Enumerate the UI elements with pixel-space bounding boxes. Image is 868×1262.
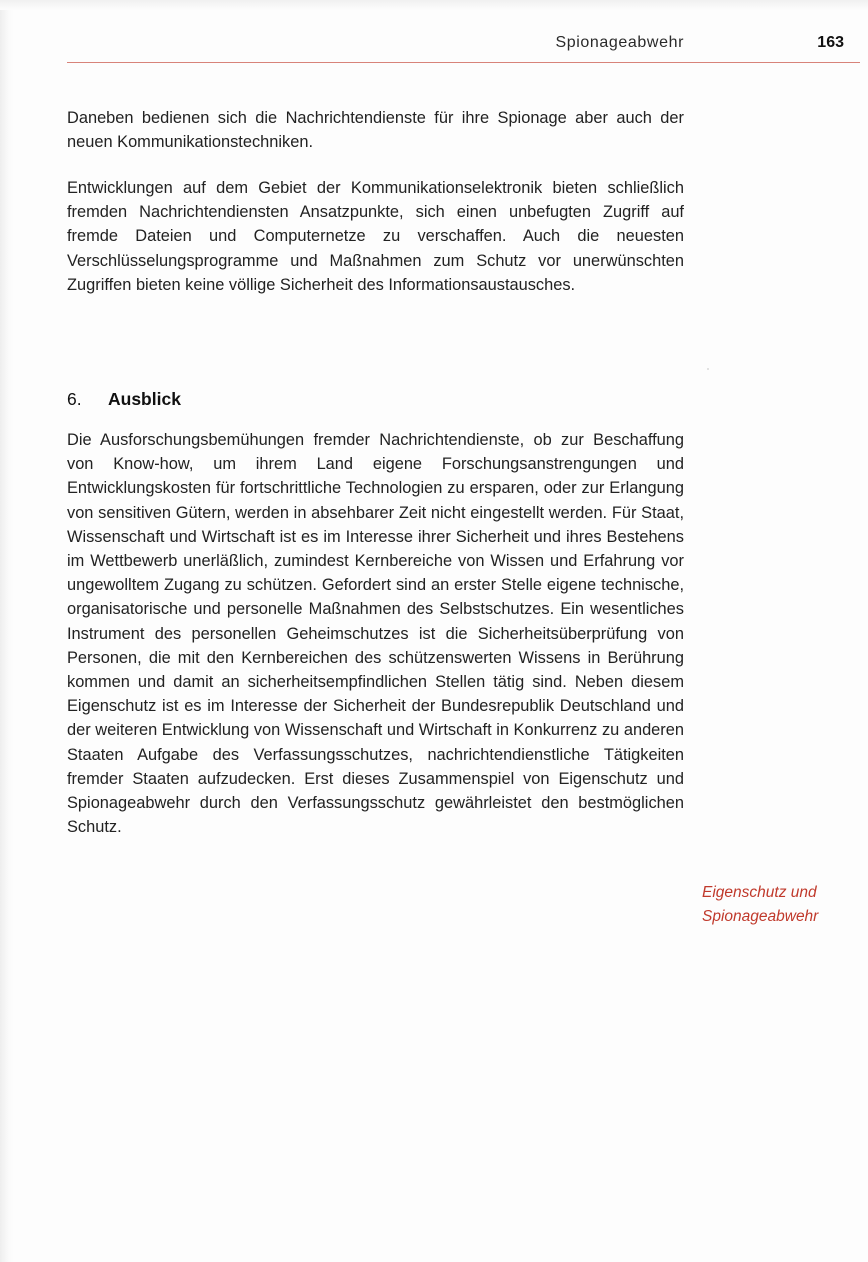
header-rule bbox=[67, 62, 860, 63]
margin-note bbox=[702, 881, 852, 929]
page-gutter-shadow bbox=[0, 0, 14, 1262]
section-title: Ausblick bbox=[108, 389, 181, 409]
paragraph-text: Die Ausforschungsbemühungen fremder Nachrichtendienste, ob zur Beschaffung von Know-how, um ihrem Land eigene Forschungsanstrengungen und Entwicklungskosten für fortschrittliche Technologien zu ersparen, oder zur Erlangung von sensitiven Gütern, werden in absehbarer Zeit nicht eingestellt werden. Für Staat, Wissenschaft und Wirtschaft ist es im Interesse ihrer Sicherheit und ihres Bestehens im Wettbewerb unerläßlich, zumindest Kernbereiche von Wissen und Erfahrung vor ungewolltem Zugang zu schützen. Gefordert sind an erster Stelle eigene technische, organisatorische und personelle Maßnahmen des Selbstschutzes. Ein wesentliches Instrument des personellen Geheimschutzes ist die Sicherheitsüberprüfung von Personen, die mit den Kernbereichen des schützenswerten Wissens in Berührung kommen und damit an sicherheitsempfindlichen Stellen tätig sind. Neben diesem Eigenschutz ist es im Interesse der Sicherheit der Bundesrepublik Deutschland und der weiteren Entwicklung von Wissenschaft und Wirtschaft in Konkurrenz zu anderen Staaten Aufgabe des Verfassungsschutzes, nachrichtendienstliche Tätigkeiten fremder Staaten aufzudecken. Erst dieses Zusammenspiel von Eigenschutz und Spionageabwehr durch den Verfassungsschutz gewährleistet den bestmöglichen Schutz. bbox=[67, 431, 684, 837]
running-header bbox=[67, 34, 860, 58]
page-number: 163 bbox=[817, 34, 844, 51]
page-top-shadow bbox=[0, 0, 868, 10]
paragraph-1 bbox=[67, 106, 684, 154]
paragraph-3 bbox=[67, 428, 684, 839]
section-number: 6. bbox=[67, 389, 82, 409]
running-title: Spionageabwehr bbox=[555, 34, 684, 51]
section-heading bbox=[67, 386, 684, 412]
paragraph-2 bbox=[67, 176, 684, 297]
paper-speck bbox=[707, 368, 709, 370]
margin-note-line-1: Eigenschutz und bbox=[702, 884, 817, 901]
paragraph-text: Entwicklungen auf dem Gebiet der Kommunikationselektronik bieten schließlich fremden Nachrichtendiensten Ansatzpunkte, sich einen unbefugten Zugriff auf fremde Dateien und Computernetze zu verschaffen. Auch die neuesten Verschlüsselungsprogramme und Maßnahmen zum Schutz vor unerwünschten Zugriffen bieten keine völlige Sicherheit des Informationsaustausches. bbox=[67, 179, 684, 294]
paragraph-text: Daneben bedienen sich die Nachrichtendienste für ihre Spionage aber auch der neuen Kommunikationstechniken. bbox=[67, 109, 684, 152]
margin-note-line-2: Spionageabwehr bbox=[702, 908, 819, 926]
